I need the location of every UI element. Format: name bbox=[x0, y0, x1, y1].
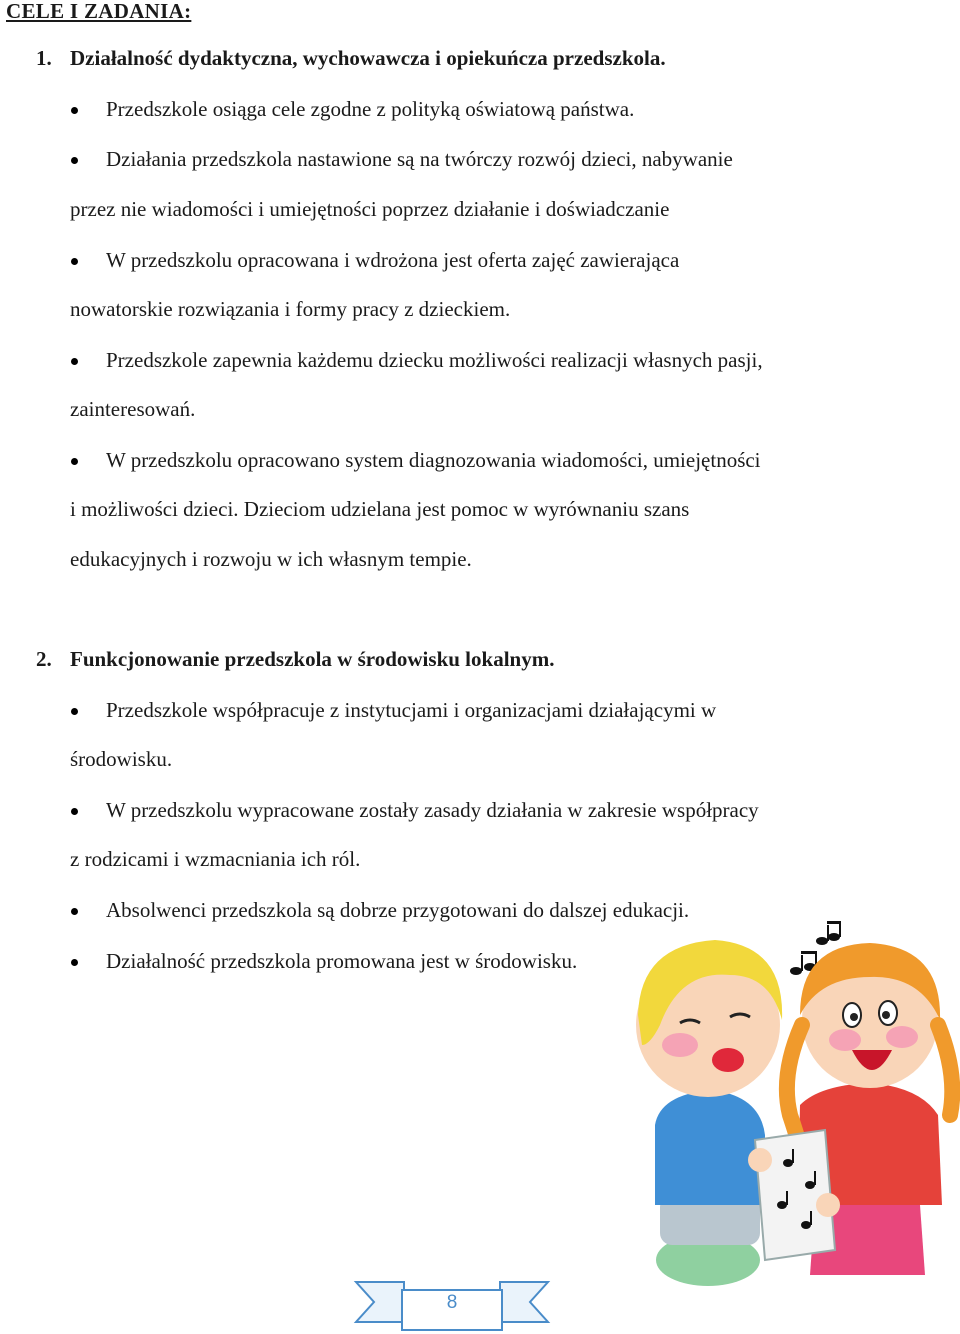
list-item: Przedszkole współpracuje z instytucjami i organizacjami działającymi w bbox=[106, 698, 717, 722]
section-2-title: Funkcjonowanie przedszkola w środowisku lokalnym. bbox=[70, 647, 555, 671]
boy-figure bbox=[636, 940, 782, 1286]
list-item-continuation: środowisku. bbox=[70, 747, 173, 771]
page-title: CELE I ZADANIA: bbox=[6, 0, 192, 23]
section-2-heading bbox=[36, 647, 554, 672]
list-item-continuation: i możliwości dzieci. Dzieciom udzielana jest pomoc w wyrównaniu szans bbox=[70, 497, 690, 521]
singing-children-illustration bbox=[620, 905, 960, 1310]
list-item: Przedszkole osiąga cele zgodne z polityką oświatową państwa. bbox=[106, 97, 635, 121]
list-item: Działalność przedszkola promowana jest w środowisku. bbox=[106, 949, 578, 973]
list-item: W przedszkolu opracowana i wdrożona jest oferta zajęć zawierająca bbox=[106, 248, 680, 272]
list-item: Działania przedszkola nastawione są na twórczy rozwój dzieci, nabywanie bbox=[106, 147, 733, 171]
list-item-continuation: edukacyjnych i rozwoju w ich własnym tempie. bbox=[70, 547, 472, 571]
section-2-number: 2. bbox=[36, 647, 52, 671]
section-1-number: 1. bbox=[36, 46, 52, 70]
page-number: 8 bbox=[446, 1292, 458, 1313]
section-1-title: Działalność dydaktyczna, wychowawcza i opiekuńcza przedszkola. bbox=[70, 46, 666, 70]
list-item: W przedszkolu wypracowane zostały zasady działania w zakresie współpracy bbox=[106, 798, 759, 822]
list-item: W przedszkolu opracowano system diagnozowania wiadomości, umiejętności bbox=[106, 448, 761, 472]
list-item: Przedszkole zapewnia każdemu dziecku możliwości realizacji własnych pasji, bbox=[106, 348, 763, 372]
list-item: Absolwenci przedszkola są dobrze przygotowani do dalszej edukacji. bbox=[106, 898, 690, 922]
section-1-heading bbox=[36, 46, 666, 71]
list-item-continuation: nowatorskie rozwiązania i formy pracy z dzieckiem. bbox=[70, 297, 511, 321]
list-item-continuation: z rodzicami i wzmacniania ich ról. bbox=[70, 847, 361, 871]
list-item-continuation: przez nie wiadomości i umiejętności poprzez działanie i doświadczanie bbox=[70, 197, 670, 221]
list-item-continuation: zainteresowań. bbox=[70, 397, 196, 421]
